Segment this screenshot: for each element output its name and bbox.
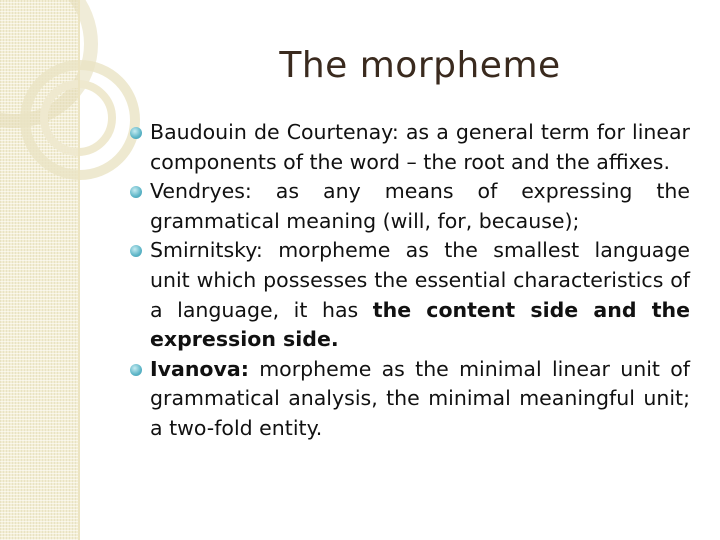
bullet-bold-text: the content side and the expression side.	[150, 297, 691, 352]
bullet-text: morpheme as the minimal linear unit of grammatical analysis, the minimal meaningful unit; a two-fold entity.	[150, 356, 690, 440]
bullet-icon	[130, 245, 142, 257]
bullet-item	[130, 236, 690, 354]
side-divider	[78, 0, 80, 540]
bullet-item	[130, 118, 690, 177]
bullet-icon	[130, 364, 142, 376]
bullet-text: Smirnitsky: morpheme as the smallest language unit which possesses the essential characteristics of a language, it has	[150, 238, 690, 322]
bullet-icon	[130, 186, 142, 198]
bullet-item	[130, 355, 690, 444]
bullet-bold-lead: Ivanova:	[150, 356, 249, 381]
decorative-side-band	[0, 0, 78, 540]
bullet-item	[130, 177, 690, 236]
bullet-text: Vendryes: as any means of expressing the grammatical meaning (will, for, because);	[150, 179, 690, 233]
bullet-text: Baudouin de Courtenay: as a general term for linear components of the word – the root and the affixes.	[150, 120, 690, 174]
bullet-list	[130, 118, 690, 444]
bullet-icon	[130, 127, 142, 139]
slide-title: The morpheme	[279, 45, 561, 86]
